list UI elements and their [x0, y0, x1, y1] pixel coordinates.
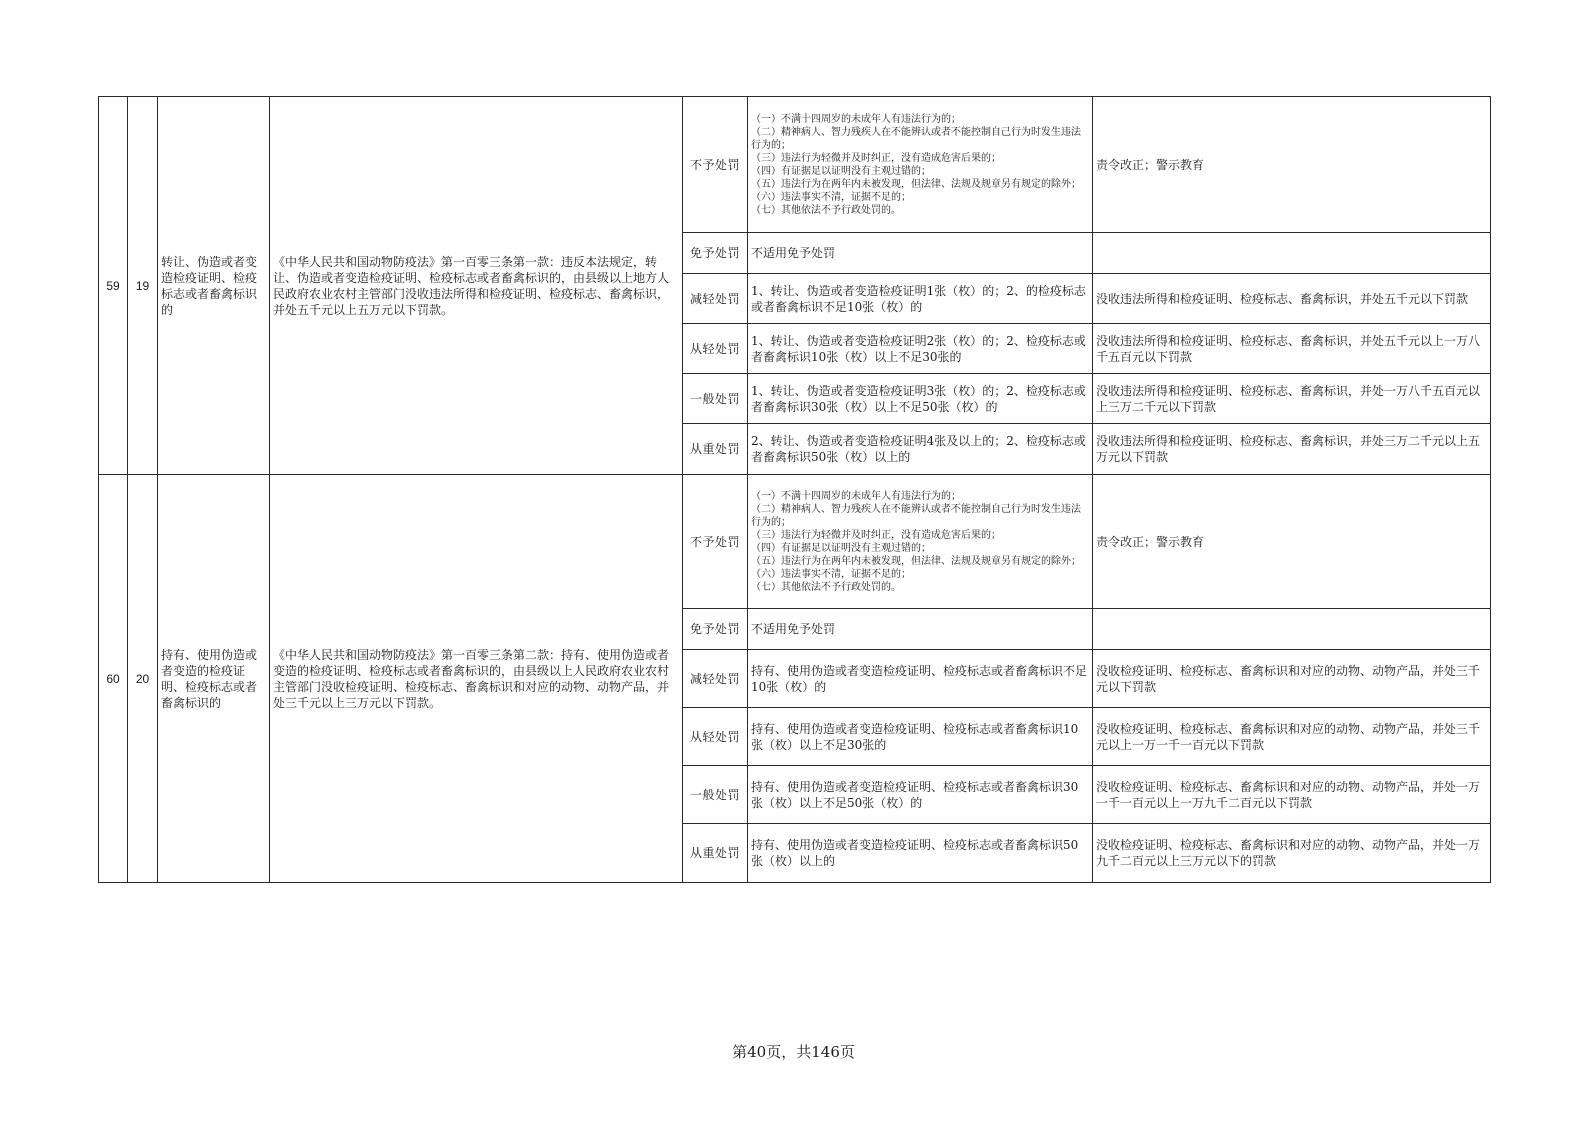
penalty-standard-cell: 责令改正；警示教育 [1093, 475, 1491, 609]
level-cell: 减轻处罚 [683, 274, 748, 324]
level-cell: 一般处罚 [683, 374, 748, 424]
sub-seq-cell: 20 [128, 475, 158, 883]
circumstance-line: （三）违法行为轻微并及时纠正，没有造成危害后果的； [751, 529, 1001, 541]
level-cell: 不予处罚 [683, 97, 748, 233]
penalty-discretion-table [98, 96, 1491, 883]
circumstance-line: （一）不满十四周岁的未成年人有违法行为的； [751, 490, 961, 502]
penalty-standard-cell: 没收检疫证明、检疫标志、畜禽标识和对应的动物、动物产品，并处一万九千二百元以上三万元以下的罚款 [1093, 824, 1491, 883]
circumstance-cell: 持有、使用伪造或者变造检疫证明、检疫标志或者畜禽标识不足10张（枚）的 [748, 650, 1093, 708]
legal-basis-cell: 《中华人民共和国动物防疫法》第一百零三条第二款：持有、使用伪造或者变造的检疫证明、检疫标志或者畜禽标识的，由县级以上人民政府农业农村主管部门没收检疫证明、检疫标志、畜禽标识和对应的动物、动物产品，并处三千元以上三万元以下罚款。 [270, 475, 683, 883]
circumstance-cell: 1、转让、伪造或者变造检疫证明1张（枚）的；2、的检疫标志或者畜禽标识不足10张（枚）的 [748, 274, 1093, 324]
penalty-standard-cell [1093, 609, 1491, 650]
circumstance-cell: 1、转让、伪造或者变造检疫证明3张（枚）的；2、检疫标志或者畜禽标识30张（枚）以上不足50张（枚）的 [748, 374, 1093, 424]
level-cell: 从重处罚 [683, 424, 748, 475]
circumstance-line: （四）有证据足以证明没有主观过错的； [751, 165, 931, 177]
level-cell: 一般处罚 [683, 766, 748, 824]
level-cell: 从轻处罚 [683, 708, 748, 766]
penalty-standard-cell [1093, 233, 1491, 274]
violation-item-cell: 转让、伪造或者变造检疫证明、检疫标志或者畜禽标识的 [158, 97, 270, 475]
no-penalty-circumstances-cell [748, 97, 1093, 233]
circumstance-cell: 持有、使用伪造或者变造检疫证明、检疫标志或者畜禽标识30张（枚）以上不足50张（枚）的 [748, 766, 1093, 824]
circumstance-cell: 不适用免予处罚 [748, 609, 1093, 650]
circumstance-line: （三）违法行为轻微并及时纠正，没有造成危害后果的； [751, 152, 1001, 164]
circumstance-line: （六）违法事实不清，证据不足的； [751, 568, 911, 580]
circumstance-line: （二）精神病人、智力残疾人在不能辨认或者不能控制自己行为时发生违法行为的； [751, 503, 1081, 528]
seq-cell: 60 [99, 475, 128, 883]
penalty-standard-cell: 没收检疫证明、检疫标志、畜禽标识和对应的动物、动物产品，并处三千元以上一万一千一百元以下罚款 [1093, 708, 1491, 766]
penalty-standard-cell: 没收违法所得和检疫证明、检疫标志、畜禽标识，并处五千元以上一万八千五百元以下罚款 [1093, 324, 1491, 374]
circumstance-line: （一）不满十四周岁的未成年人有违法行为的； [751, 113, 961, 125]
circumstance-line: （六）违法事实不清，证据不足的； [751, 191, 911, 203]
circumstance-line: （四）有证据足以证明没有主观过错的； [751, 542, 931, 554]
legal-basis-cell: 《中华人民共和国动物防疫法》第一百零三条第一款：违反本法规定，转让、伪造或者变造检疫证明、检疫标志或者畜禽标识的，由县级以上地方人民政府农业农村主管部门没收违法所得和检疫证明、检疫标志、畜禽标识，并处五千元以上五万元以下罚款。 [270, 97, 683, 475]
circumstance-line: （七）其他依法不予行政处罚的。 [751, 204, 901, 216]
no-penalty-circumstances-cell [748, 475, 1093, 609]
page-number-footer: 第40页，共146页 [732, 1043, 855, 1061]
circumstance-cell: 1、转让、伪造或者变造检疫证明2张（枚）的；2、检疫标志或者畜禽标识10张（枚）以上不足30张的 [748, 324, 1093, 374]
seq-cell: 59 [99, 97, 128, 475]
penalty-standard-cell: 没收违法所得和检疫证明、检疫标志、畜禽标识，并处三万二千元以上五万元以下罚款 [1093, 424, 1491, 475]
circumstance-cell: 不适用免予处罚 [748, 233, 1093, 274]
sub-seq-cell: 19 [128, 97, 158, 475]
circumstance-cell: 持有、使用伪造或者变造检疫证明、检疫标志或者畜禽标识50张（枚）以上的 [748, 824, 1093, 883]
penalty-standard-cell: 没收违法所得和检疫证明、检疫标志、畜禽标识，并处一万八千五百元以上三万二千元以下罚款 [1093, 374, 1491, 424]
penalty-standard-cell: 没收检疫证明、检疫标志、畜禽标识和对应的动物、动物产品，并处三千元以下罚款 [1093, 650, 1491, 708]
level-cell: 从重处罚 [683, 824, 748, 883]
level-cell: 从轻处罚 [683, 324, 748, 374]
level-cell: 免予处罚 [683, 609, 748, 650]
penalty-standard-cell: 责令改正；警示教育 [1093, 97, 1491, 233]
circumstance-line: （七）其他依法不予行政处罚的。 [751, 581, 901, 593]
circumstance-line: （五）违法行为在两年内未被发现，但法律、法规及规章另有规定的除外； [751, 555, 1081, 567]
level-cell: 不予处罚 [683, 475, 748, 609]
penalty-standard-cell: 没收检疫证明、检疫标志、畜禽标识和对应的动物、动物产品，并处一万一千一百元以上一万九千二百元以下罚款 [1093, 766, 1491, 824]
level-cell: 减轻处罚 [683, 650, 748, 708]
table-row [99, 97, 1491, 233]
circumstance-cell: 2、转让、伪造或者变造检疫证明4张及以上的；2、检疫标志或者畜禽标识50张（枚）以上的 [748, 424, 1093, 475]
level-cell: 免予处罚 [683, 233, 748, 274]
table-row [99, 475, 1491, 609]
circumstance-line: （二）精神病人、智力残疾人在不能辨认或者不能控制自己行为时发生违法行为的； [751, 126, 1081, 151]
circumstance-line: （五）违法行为在两年内未被发现，但法律、法规及规章另有规定的除外； [751, 178, 1081, 190]
violation-item-cell: 持有、使用伪造或者变造的检疫证明、检疫标志或者畜禽标识的 [158, 475, 270, 883]
circumstance-cell: 持有、使用伪造或者变造检疫证明、检疫标志或者畜禽标识10张（枚）以上不足30张的 [748, 708, 1093, 766]
penalty-standard-cell: 没收违法所得和检疫证明、检疫标志、畜禽标识，并处五千元以下罚款 [1093, 274, 1491, 324]
